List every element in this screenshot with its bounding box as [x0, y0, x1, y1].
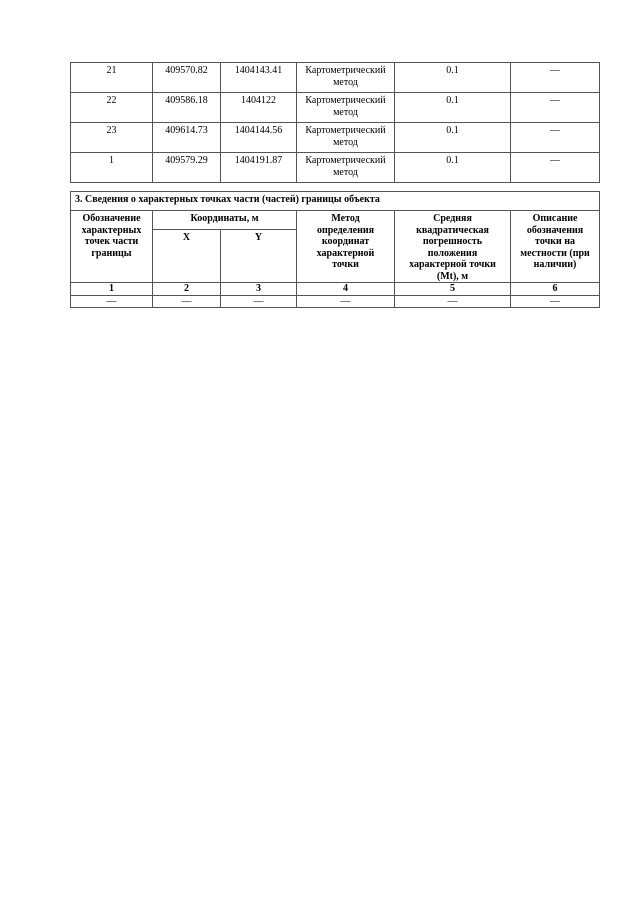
- part-boundary-points-table: [70, 191, 600, 308]
- description-header: Описание обозначения точки на местности (при наличии): [511, 211, 600, 283]
- x-coordinate-cell: 409570.82: [153, 63, 221, 93]
- x-header: X: [153, 230, 221, 283]
- mt-cell: 0.1: [395, 153, 511, 183]
- x-coordinate-cell: 409579.29: [153, 153, 221, 183]
- section-title: 3. Сведения о характерных точках части (частей) границы объекта: [71, 192, 600, 211]
- y-coordinate-cell: 1404144.56: [221, 123, 297, 153]
- y-coordinate-cell: 1404122: [221, 93, 297, 123]
- point-number-cell: 21: [71, 63, 153, 93]
- header-row: [71, 211, 600, 230]
- empty-cell: —: [297, 296, 395, 308]
- empty-cell: —: [153, 296, 221, 308]
- description-cell: —: [511, 123, 600, 153]
- description-cell: —: [511, 63, 600, 93]
- method-cell: Картометрический метод: [297, 153, 395, 183]
- designation-header: Обозначение характерных точек части границы: [71, 211, 153, 283]
- point-number-cell: 23: [71, 123, 153, 153]
- mt-header: Средняя квадратическая погрешность положения характерной точки (Mt), м: [395, 211, 511, 283]
- mt-cell: 0.1: [395, 123, 511, 153]
- column-number: 3: [221, 283, 297, 296]
- x-coordinate-cell: 409614.73: [153, 123, 221, 153]
- column-number: 1: [71, 283, 153, 296]
- table-row: [71, 123, 600, 153]
- column-number: 6: [511, 283, 600, 296]
- description-cell: —: [511, 93, 600, 123]
- table-row: [71, 153, 600, 183]
- coordinates-header: Координаты, м: [153, 211, 297, 230]
- column-number: 5: [395, 283, 511, 296]
- method-header: Метод определения координат характерной точки: [297, 211, 395, 283]
- point-number-cell: 22: [71, 93, 153, 123]
- empty-cell: —: [511, 296, 600, 308]
- table-row: [71, 296, 600, 308]
- table-row: [71, 93, 600, 123]
- mt-cell: 0.1: [395, 63, 511, 93]
- column-number: 4: [297, 283, 395, 296]
- empty-cell: —: [395, 296, 511, 308]
- coordinates-table-continued: [70, 62, 600, 183]
- column-numbers-row: [71, 283, 600, 296]
- description-cell: —: [511, 153, 600, 183]
- y-header: Y: [221, 230, 297, 283]
- point-number-cell: 1: [71, 153, 153, 183]
- empty-cell: —: [71, 296, 153, 308]
- x-coordinate-cell: 409586.18: [153, 93, 221, 123]
- empty-cell: —: [221, 296, 297, 308]
- y-coordinate-cell: 1404191.87: [221, 153, 297, 183]
- method-cell: Картометрический метод: [297, 93, 395, 123]
- method-cell: Картометрический метод: [297, 63, 395, 93]
- y-coordinate-cell: 1404143.41: [221, 63, 297, 93]
- method-cell: Картометрический метод: [297, 123, 395, 153]
- section-title-row: [71, 192, 600, 211]
- column-number: 2: [153, 283, 221, 296]
- table-row: [71, 63, 600, 93]
- mt-cell: 0.1: [395, 93, 511, 123]
